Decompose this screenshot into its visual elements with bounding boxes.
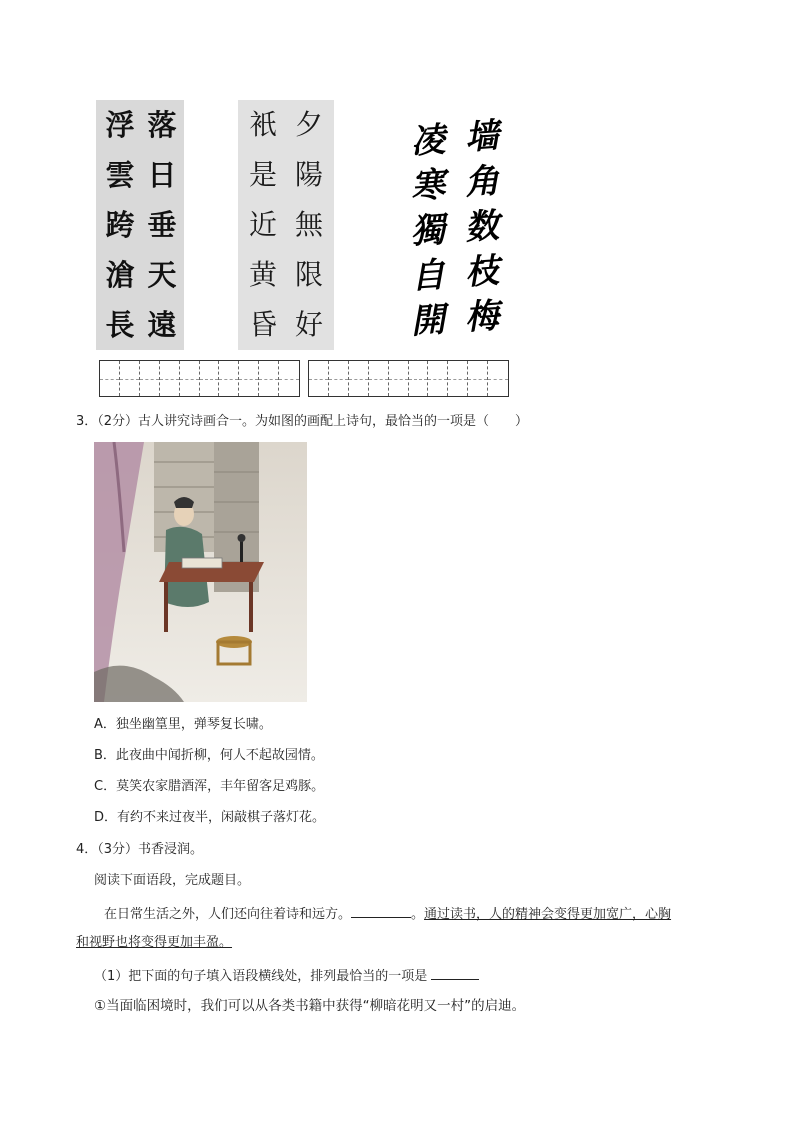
grid-cell[interactable]: [349, 361, 369, 396]
grid-cell[interactable]: [389, 361, 409, 396]
grid-cell[interactable]: [488, 361, 508, 396]
grid-cell[interactable]: [259, 361, 279, 396]
grid-cell[interactable]: [428, 361, 448, 396]
grid-cell[interactable]: [140, 361, 160, 396]
glyph: 開: [409, 299, 447, 342]
glyph: 浮: [105, 107, 135, 142]
calligraphy-panel-b: [238, 100, 334, 350]
glyph: 枝: [463, 250, 501, 293]
underlined-passage: 通过读书，人的精神会变得更加宽广，心胸: [424, 907, 672, 922]
glyph: 落: [147, 107, 177, 142]
glyph: 限: [294, 258, 323, 291]
grid-cell[interactable]: [309, 361, 329, 396]
grid-cell[interactable]: [369, 361, 389, 396]
question4-instruction: 阅读下面语段，完成题目。: [94, 873, 251, 888]
passage-text: 在日常生活之外，人们还向往着诗和远方。: [104, 907, 352, 922]
calligraphy-right-column: [458, 114, 506, 339]
grid-cell[interactable]: [219, 361, 239, 396]
glyph: 凌: [409, 119, 447, 162]
grid-cell[interactable]: [448, 361, 468, 396]
option-a[interactable]: A．独坐幽篁里，弹琴复长啸。: [94, 717, 272, 732]
question4-stem: 4．（3分）书香浸润。: [76, 842, 204, 857]
sub-question-text: （1）把下面的句子填入语段横线处，排列最恰当的一项是: [94, 969, 428, 984]
option-b[interactable]: B．此夜曲中闻折柳，何人不起故园情。: [94, 748, 324, 763]
grid-cell[interactable]: [279, 361, 299, 396]
glyph: 数: [463, 205, 501, 248]
sub-question-1: [94, 966, 479, 985]
glyph: 好: [294, 308, 323, 341]
painting-illustration: [94, 442, 307, 702]
calligraphy-right-column: [288, 100, 330, 350]
glyph: 黄: [248, 258, 277, 291]
grid-cell[interactable]: [120, 361, 140, 396]
glyph: 無: [294, 208, 323, 241]
answer-blank[interactable]: [431, 966, 479, 980]
calligraphy-right-column: [142, 100, 182, 350]
glyph: 近: [248, 208, 277, 241]
glyph: 角: [463, 160, 501, 203]
glyph: 昏: [248, 308, 277, 341]
fill-blank[interactable]: [351, 904, 411, 918]
calligraphy-left-column: [242, 100, 284, 350]
option-d[interactable]: D．有约不来过夜半，闲敲棋子落灯花。: [94, 810, 326, 825]
underlined-passage-line-2: 和视野也将变得更加丰盈。: [76, 935, 233, 950]
glyph: 滄: [105, 257, 135, 292]
passage-line-1: [104, 904, 671, 923]
glyph: 陽: [294, 158, 323, 191]
grid-cell[interactable]: [468, 361, 488, 396]
glyph: 天: [147, 257, 177, 292]
grid-cell[interactable]: [239, 361, 259, 396]
grid-cell[interactable]: [409, 361, 429, 396]
glyph: 梅: [463, 295, 501, 338]
glyph: 自: [409, 254, 447, 297]
grid-cell[interactable]: [329, 361, 349, 396]
option-c[interactable]: C．莫笑农家腊酒浑，丰年留客足鸡豚。: [94, 779, 325, 794]
glyph: 寒: [409, 164, 447, 207]
grid-cell[interactable]: [160, 361, 180, 396]
grid-cell[interactable]: [200, 361, 220, 396]
item-1: ①当面临困境时，我们可以从各类书籍中获得“柳暗花明又一村”的启迪。: [94, 998, 526, 1014]
grid-cell[interactable]: [180, 361, 200, 396]
glyph: 長: [105, 307, 135, 342]
glyph: 日: [147, 157, 177, 192]
glyph: 跨: [105, 207, 135, 242]
calligraphy-panel-a: [96, 100, 184, 350]
glyph: 夕: [294, 108, 323, 141]
glyph: 獨: [409, 209, 447, 252]
calligraphy-left-column: [404, 118, 452, 343]
question3-stem: 3．（2分）古人讲究诗画合一。为如图的画配上诗句，最恰当的一项是（ ）: [76, 414, 529, 429]
answer-grid-left[interactable]: [99, 360, 300, 397]
glyph: 墙: [463, 115, 501, 158]
passage-text: 。: [411, 907, 425, 922]
calligraphy-left-column: [100, 100, 140, 350]
glyph: 遠: [147, 307, 177, 342]
scholar-painting: [94, 442, 307, 702]
grid-cell[interactable]: [100, 361, 120, 396]
answer-grid-right[interactable]: [308, 360, 509, 397]
glyph: 衹: [248, 108, 277, 141]
glyph: 雲: [105, 157, 135, 192]
calligraphy-panel-c: [400, 100, 512, 350]
glyph: 垂: [147, 207, 177, 242]
glyph: 是: [248, 158, 277, 191]
